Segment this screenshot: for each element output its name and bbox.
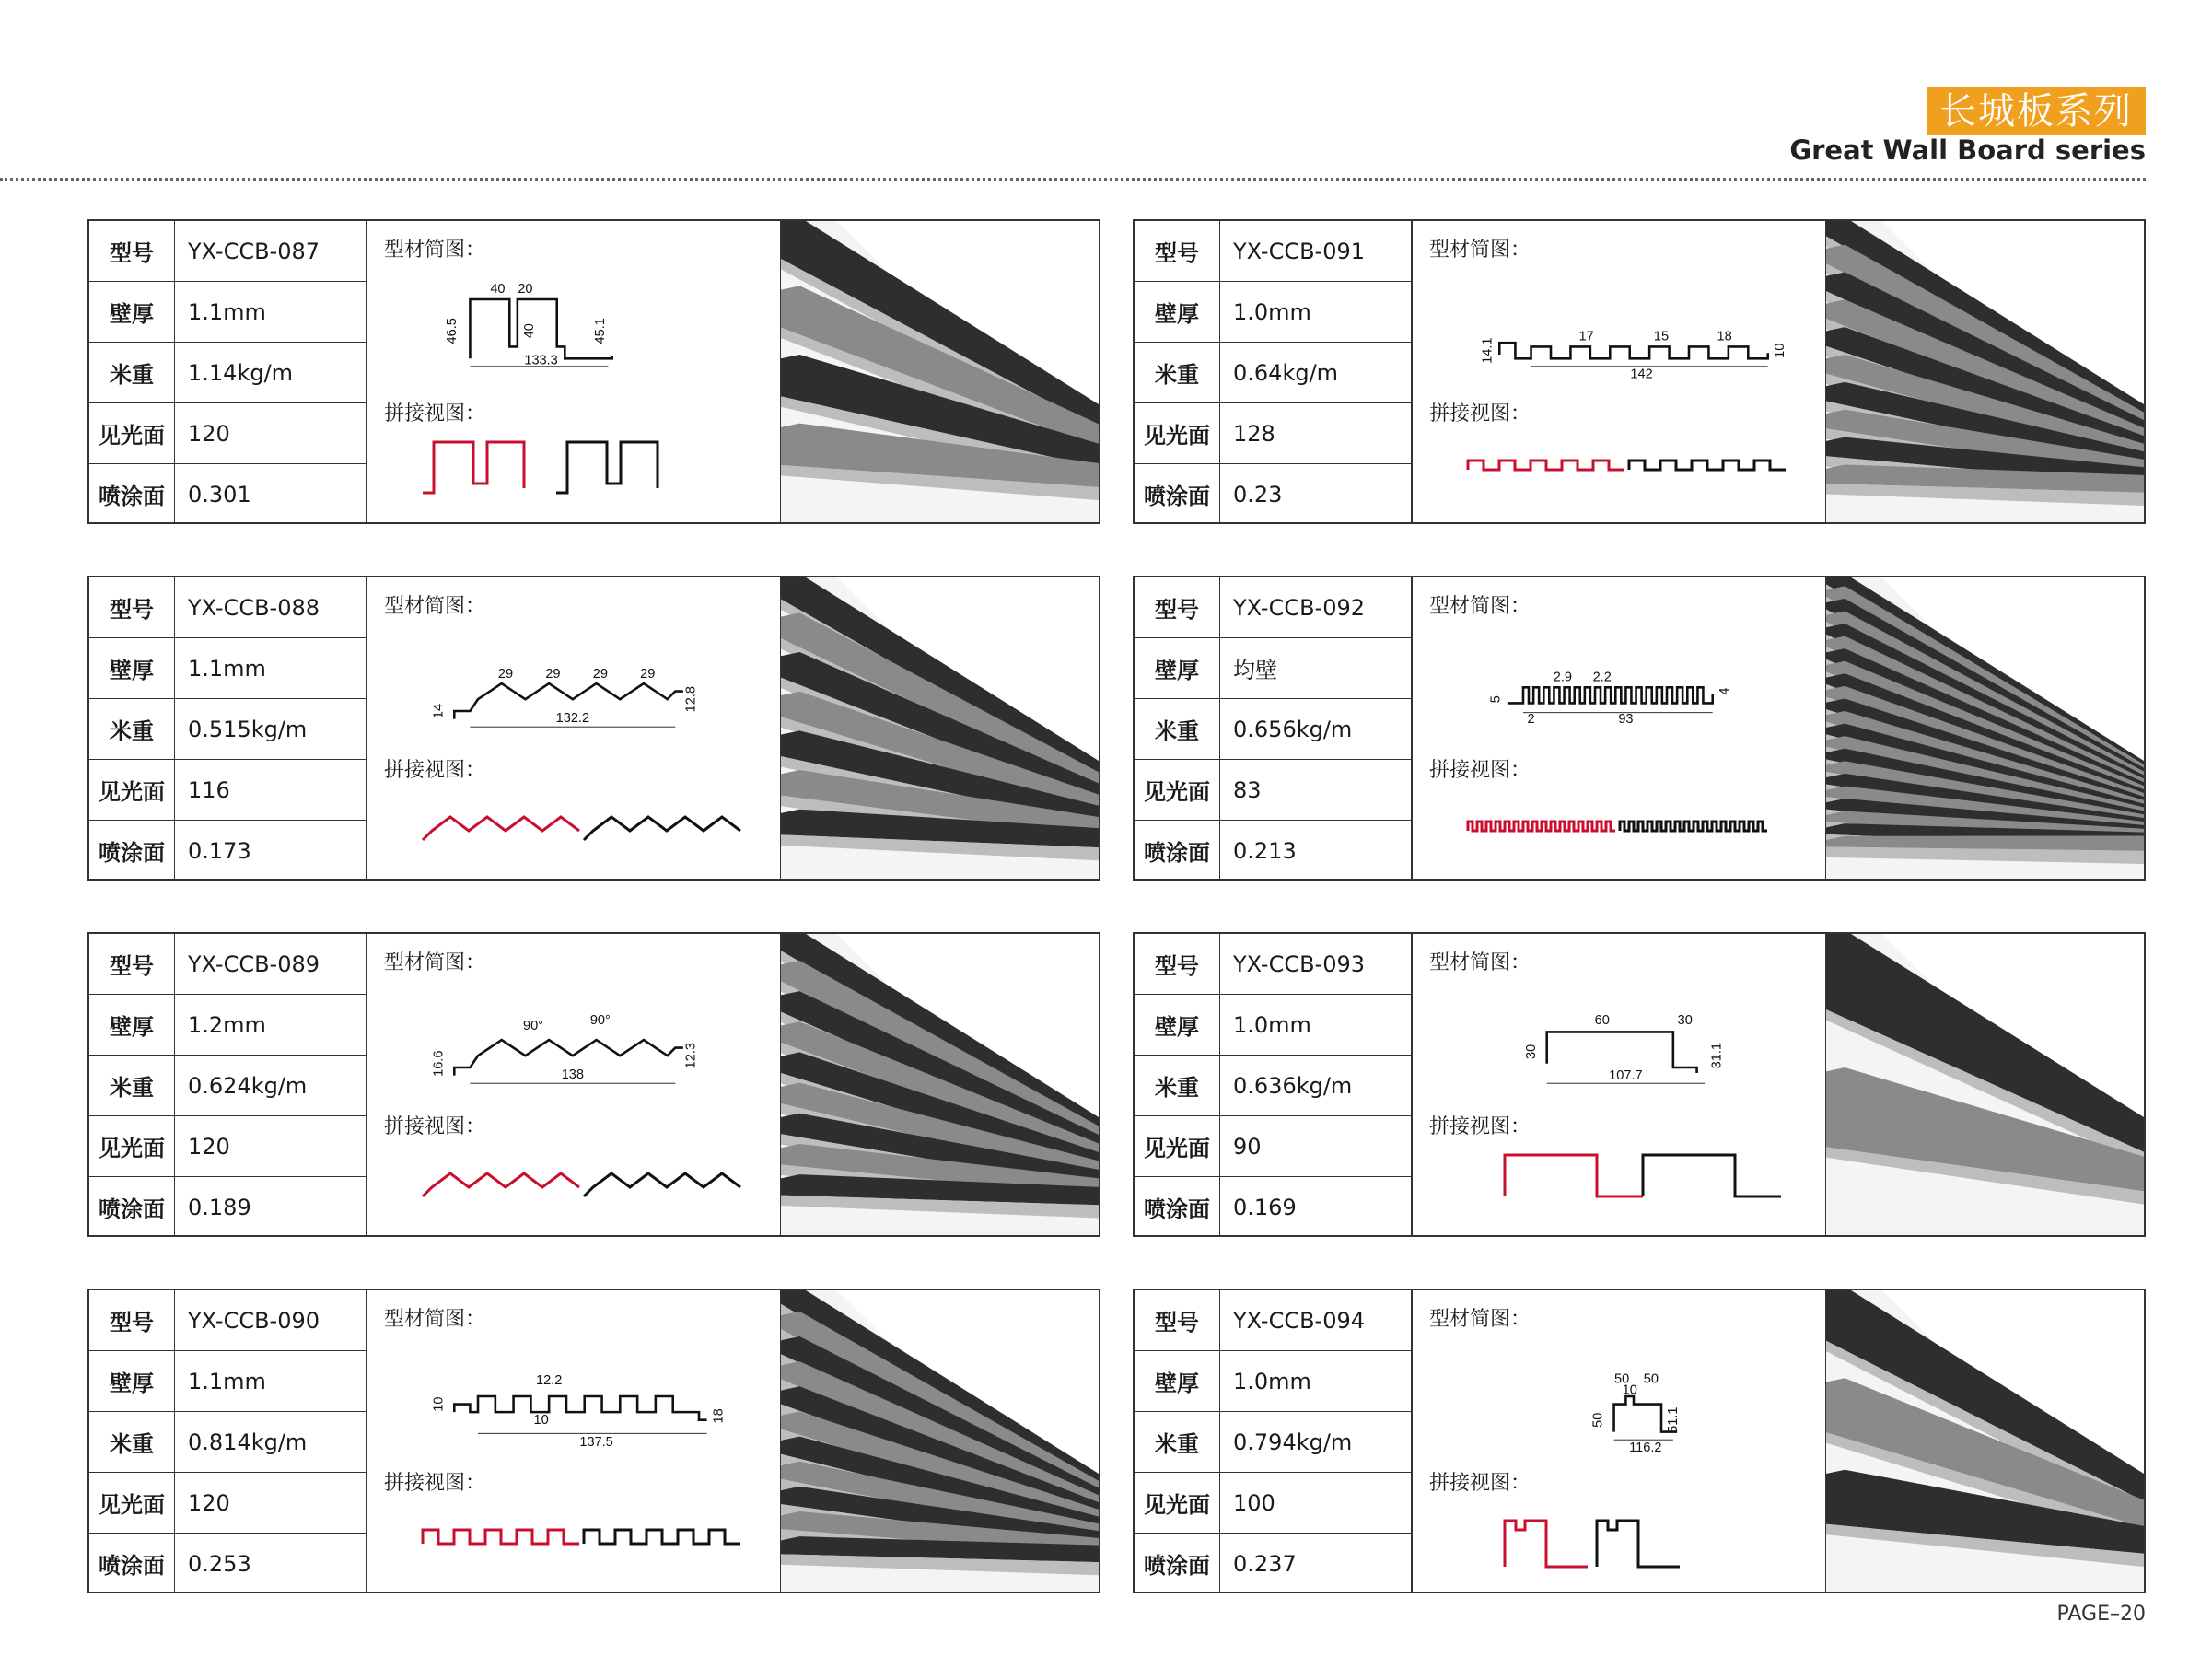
spec-key-thickness: 壁厚 [89,1351,175,1412]
profile-diagram-label: 型材简图： [384,595,486,618]
spec-value-coating: 0.301 [175,464,367,525]
spec-key-coating: 喷涂面 [89,821,175,881]
spec-row [89,221,367,282]
spec-row [89,577,367,638]
spec-row [1135,1290,1412,1351]
dim-fin-2: 2.2 [1592,670,1612,685]
dim-angle-2: 90° [589,1012,611,1028]
dim-height-2: 40 [522,323,537,339]
joint-view-label: 拼接视图： [384,1472,486,1495]
joint-drawing [1449,1141,1799,1224]
spec-row [1135,403,1412,464]
spec-row [1135,282,1412,343]
spec-value-thickness: 1.0mm [1220,282,1412,343]
product-render [1826,577,2144,879]
spec-row [89,1290,367,1351]
spec-value-thickness: 1.1mm [175,1351,367,1412]
dim-angle-1: 90° [522,1018,544,1033]
spec-key-visible-face: 见光面 [1135,760,1220,821]
spec-value-model: YX-CCB-087 [175,221,367,282]
spec-key-model: 型号 [1135,577,1220,638]
diagram-panel [1412,1290,1826,1592]
spec-key-thickness: 壁厚 [1135,995,1220,1056]
spec-value-weight: 0.794kg/m [1220,1412,1412,1473]
spec-table [89,934,367,1237]
dim-total-width: 133.3 [524,353,558,368]
spec-key-model: 型号 [89,221,175,282]
dim-pitch-1: 29 [497,667,514,682]
spec-key-weight: 米重 [89,343,175,403]
spec-key-model: 型号 [1135,221,1220,282]
dim-left-height: 5 [1488,695,1504,704]
spec-key-coating: 喷涂面 [1135,1534,1220,1594]
spec-key-model: 型号 [1135,1290,1220,1351]
spec-table [1135,1290,1412,1593]
spec-value-thickness: 1.2mm [175,995,367,1056]
joint-drawing [1449,1498,1799,1581]
spec-table [1135,577,1412,881]
dim-width-1: 60 [1594,1012,1610,1028]
dim-total-width: 107.7 [1609,1067,1643,1083]
spec-row [1135,221,1412,282]
spec-value-thickness: 1.0mm [1220,1351,1412,1412]
spec-value-weight: 0.64kg/m [1220,343,1412,403]
diagram-panel [1412,221,1826,522]
spec-value-coating: 0.213 [1220,821,1412,881]
dim-left-height: 14 [431,703,447,719]
joint-view-label: 拼接视图： [1429,1115,1531,1138]
spec-key-visible-face: 见光面 [1135,1473,1220,1534]
joint-drawing [404,1498,754,1581]
joint-view-label: 拼接视图： [384,1115,486,1138]
spec-key-visible-face: 见光面 [89,760,175,821]
spec-row [89,1056,367,1116]
dim-total-width: 138 [561,1067,585,1082]
profile-drawing [423,1336,754,1456]
spec-key-weight: 米重 [1135,343,1220,403]
dim-total-width: 116.2 [1629,1441,1662,1455]
profile-diagram-label: 型材简图： [1429,239,1531,262]
dim-rib: 12.2 [535,1373,563,1389]
dim-top-1: 17 [1578,329,1594,344]
spec-row [1135,1351,1412,1412]
spec-key-weight: 米重 [1135,699,1220,760]
product-card [87,219,1100,524]
dim-right-height: 51.1 [1666,1406,1682,1433]
spec-row [1135,699,1412,760]
spec-row [1135,1412,1412,1473]
dim-width-2: 30 [1677,1012,1693,1028]
spec-value-model: YX-CCB-094 [1220,1290,1412,1351]
dim-left-height: 30 [1523,1044,1539,1059]
spec-table [89,221,367,524]
spec-row [1135,934,1412,995]
spec-row [1135,464,1412,525]
spec-value-visible-face: 128 [1220,403,1412,464]
dim-fin-1: 2.9 [1553,670,1572,685]
spec-key-weight: 米重 [1135,1412,1220,1473]
spec-row [1135,343,1412,403]
dim-pitch-3: 29 [592,667,608,682]
diagram-panel [367,221,781,522]
product-render [1826,934,2144,1235]
product-render [781,221,1099,522]
spec-row [1135,1534,1412,1594]
dim-gap: 2 [1527,711,1535,727]
spec-key-model: 型号 [89,934,175,995]
spec-key-visible-face: 见光面 [89,403,175,464]
joint-view-label: 拼接视图： [1429,1472,1531,1495]
spec-key-coating: 喷涂面 [1135,821,1220,881]
spec-row [89,638,367,699]
joint-drawing [1449,785,1799,868]
spec-row [89,995,367,1056]
dim-height-3: 45.1 [593,318,609,344]
profile-drawing [423,267,754,387]
spec-value-coating: 0.189 [175,1177,367,1238]
dim-right-height: 4 [1717,687,1732,695]
spec-row [89,1412,367,1473]
spec-value-model: YX-CCB-090 [175,1290,367,1351]
dim-gap: 10 [533,1413,549,1428]
spec-value-weight: 1.14kg/m [175,343,367,403]
spec-key-thickness: 壁厚 [89,995,175,1056]
spec-key-model: 型号 [89,1290,175,1351]
spec-value-thickness: 1.1mm [175,282,367,343]
spec-value-weight: 0.636kg/m [1220,1056,1412,1116]
spec-value-weight: 0.515kg/m [175,699,367,760]
profile-drawing [423,980,754,1100]
spec-row [89,760,367,821]
spec-value-visible-face: 90 [1220,1116,1412,1177]
product-render [1826,1290,2144,1592]
spec-key-visible-face: 见光面 [1135,1116,1220,1177]
dim-top-2: 15 [1653,329,1670,344]
product-card [1133,219,2146,524]
dim-left-height: 14.1 [1480,337,1496,364]
spec-key-thickness: 壁厚 [1135,282,1220,343]
spec-row [89,403,367,464]
dim-width-2: 50 [1643,1371,1659,1387]
spec-row [1135,577,1412,638]
diagram-panel [1412,577,1826,879]
joint-view-label: 拼接视图： [384,759,486,782]
spec-key-weight: 米重 [1135,1056,1220,1116]
spec-key-coating: 喷涂面 [89,1177,175,1238]
profile-diagram-label: 型材简图： [1429,1308,1531,1331]
dim-total-width: 142 [1630,367,1653,382]
spec-table [89,1290,367,1593]
spec-key-coating: 喷涂面 [89,1534,175,1594]
spec-row [1135,760,1412,821]
spec-key-thickness: 壁厚 [89,282,175,343]
profile-drawing [423,624,754,743]
spec-table [1135,934,1412,1237]
spec-row [1135,1056,1412,1116]
spec-row [1135,1177,1412,1238]
dim-pitch-2: 29 [545,667,561,682]
product-card [87,932,1100,1237]
dim-notch: 10 [1622,1382,1637,1398]
spec-row [89,1534,367,1594]
dim-top-3: 18 [1717,329,1732,344]
spec-value-visible-face: 100 [1220,1473,1412,1534]
spec-key-weight: 米重 [89,1412,175,1473]
product-render [781,934,1099,1235]
spec-table [1135,221,1412,524]
product-card [87,1289,1100,1593]
spec-value-coating: 0.173 [175,821,367,881]
spec-value-visible-face: 120 [175,1473,367,1534]
spec-value-weight: 0.624kg/m [175,1056,367,1116]
spec-row [1135,1116,1412,1177]
spec-value-thickness: 1.0mm [1220,995,1412,1056]
diagram-panel [367,577,781,879]
spec-row [89,464,367,525]
spec-key-thickness: 壁厚 [1135,638,1220,699]
product-render [781,1290,1099,1592]
spec-value-model: YX-CCB-091 [1220,221,1412,282]
spec-key-model: 型号 [89,577,175,638]
product-card [1133,1289,2146,1593]
spec-row [89,1351,367,1412]
dim-left-height: 10 [431,1396,447,1412]
profile-drawing [1468,267,1799,387]
spec-value-visible-face: 116 [175,760,367,821]
product-card [1133,576,2146,881]
diagram-panel [367,934,781,1235]
spec-value-visible-face: 120 [175,1116,367,1177]
spec-key-coating: 喷涂面 [1135,1177,1220,1238]
profile-diagram-label: 型材简图： [384,1308,486,1331]
joint-drawing [404,428,754,511]
spec-row [89,699,367,760]
profile-drawing [1468,624,1799,743]
spec-key-visible-face: 见光面 [1135,403,1220,464]
spec-row [1135,821,1412,881]
spec-row [89,1116,367,1177]
spec-value-visible-face: 83 [1220,760,1412,821]
spec-value-coating: 0.23 [1220,464,1412,525]
product-card [1133,932,2146,1237]
spec-row [1135,1473,1412,1534]
dim-total-width: 93 [1618,711,1634,727]
spec-row [89,282,367,343]
spec-key-visible-face: 见光面 [89,1473,175,1534]
spec-value-model: YX-CCB-089 [175,934,367,995]
joint-view-label: 拼接视图： [1429,402,1531,426]
profile-drawing [1468,980,1799,1100]
header-divider [0,178,2146,181]
profile-diagram-label: 型材简图： [384,239,486,262]
spec-key-model: 型号 [1135,934,1220,995]
spec-key-weight: 米重 [89,1056,175,1116]
page-number: PAGE–20 [2056,1603,2146,1626]
dim-right-height: 12.8 [683,685,699,713]
spec-row [1135,638,1412,699]
spec-row [89,1473,367,1534]
joint-drawing [404,1141,754,1224]
dim-width-1: 50 [1614,1371,1630,1387]
dim-total-width: 137.5 [579,1435,613,1450]
diagram-panel [1412,934,1826,1235]
spec-value-model: YX-CCB-093 [1220,934,1412,995]
dim-width-2: 20 [518,282,533,297]
dim-left-height: 50 [1590,1412,1606,1428]
spec-row [89,821,367,881]
spec-value-coating: 0.253 [175,1534,367,1594]
spec-row [89,934,367,995]
spec-value-weight: 0.814kg/m [175,1412,367,1473]
dim-pitch-4: 29 [640,667,656,682]
series-title-en: Great Wall Board series [1789,134,2146,166]
spec-value-thickness: 均壁 [1220,638,1412,699]
dim-total-width: 132.2 [555,711,590,726]
product-card [87,576,1100,881]
spec-key-coating: 喷涂面 [1135,464,1220,525]
dim-right-height: 18 [711,1408,727,1424]
spec-value-coating: 0.169 [1220,1177,1412,1238]
series-title-cn: 长城板系列 [1927,87,2146,135]
spec-value-model: YX-CCB-092 [1220,577,1412,638]
spec-value-model: YX-CCB-088 [175,577,367,638]
profile-diagram-label: 型材简图： [1429,595,1531,618]
profile-diagram-label: 型材简图： [1429,951,1531,974]
spec-row [89,343,367,403]
diagram-panel [367,1290,781,1592]
joint-drawing [404,785,754,868]
spec-value-weight: 0.656kg/m [1220,699,1412,760]
joint-drawing [1449,428,1799,511]
spec-key-visible-face: 见光面 [89,1116,175,1177]
spec-key-weight: 米重 [89,699,175,760]
joint-view-label: 拼接视图： [384,402,486,426]
dim-right-height: 12.3 [683,1042,699,1069]
dim-left-height: 16.6 [431,1050,447,1077]
spec-key-thickness: 壁厚 [89,638,175,699]
profile-drawing [1468,1336,1799,1456]
profile-diagram-label: 型材简图： [384,951,486,974]
dim-right-height: 31.1 [1709,1042,1725,1069]
spec-key-thickness: 壁厚 [1135,1351,1220,1412]
dim-width-1: 40 [490,282,506,297]
spec-key-coating: 喷涂面 [89,464,175,525]
spec-value-thickness: 1.1mm [175,638,367,699]
product-render [781,577,1099,879]
dim-height-1: 46.5 [445,318,460,344]
spec-value-visible-face: 120 [175,403,367,464]
spec-row [89,1177,367,1238]
dim-right-height: 10 [1772,343,1787,358]
spec-table [89,577,367,881]
joint-view-label: 拼接视图： [1429,759,1531,782]
spec-value-coating: 0.237 [1220,1534,1412,1594]
spec-row [1135,995,1412,1056]
product-render [1826,221,2144,522]
